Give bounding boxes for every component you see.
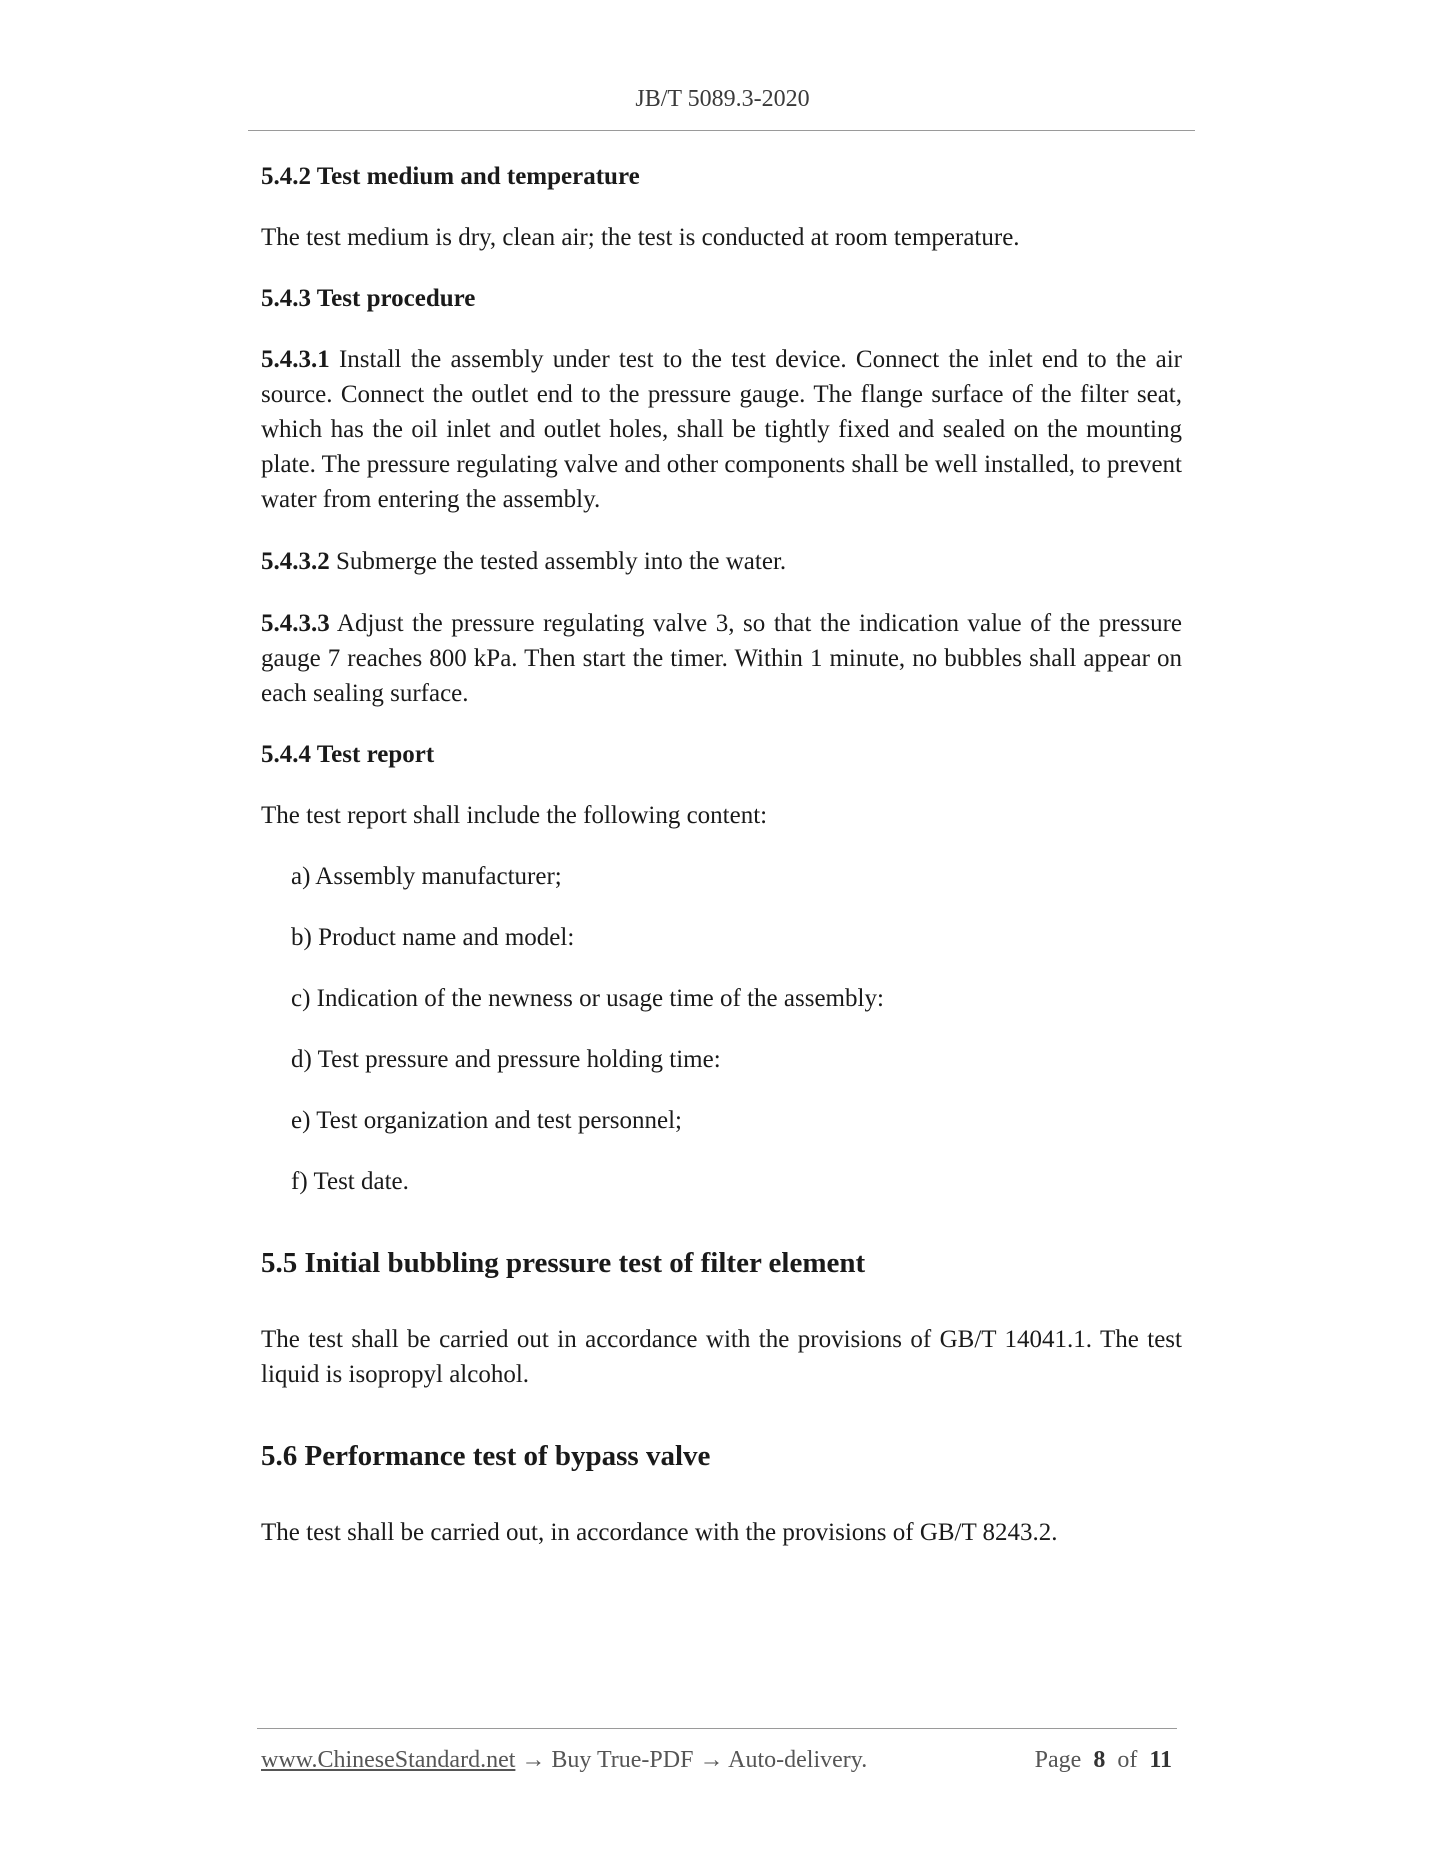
clause-text: Submerge the tested assembly into the water. bbox=[329, 548, 787, 575]
section-5-4-4-intro: The test report shall include the following content: bbox=[261, 802, 768, 829]
clause-number: 5.4.3.3 bbox=[261, 610, 330, 637]
clause-number: 5.4.3.1 bbox=[261, 346, 330, 373]
auto-delivery-text: Auto-delivery. bbox=[728, 1747, 868, 1773]
arrow-right-icon: → bbox=[699, 1747, 724, 1773]
list-item: b) Product name and model: bbox=[291, 924, 575, 951]
section-5-4-2-text: The test medium is dry, clean air; the test is conducted at room temperature. bbox=[261, 224, 1020, 251]
document-body bbox=[261, 160, 1182, 1550]
page-indicator bbox=[1035, 1747, 1172, 1774]
running-header: JB/T 5089.3-2020 bbox=[635, 86, 810, 112]
list-item: c) Indication of the newness or usage time of the assembly: bbox=[291, 985, 884, 1012]
section-5-6-text: The test shall be carried out, in accordance with the provisions of GB/T 8243.2. bbox=[261, 1519, 1058, 1546]
of-label: of bbox=[1117, 1747, 1138, 1773]
section-5-4-2-title: 5.4.2 Test medium and temperature bbox=[261, 163, 640, 190]
page-footer bbox=[261, 1747, 1177, 1774]
section-5-4-4-title: 5.4.4 Test report bbox=[261, 741, 435, 768]
footer-promo bbox=[261, 1747, 867, 1773]
section-5-5-text: The test shall be carried out in accordance with the provisions of GB/T 14041.1. The test liquid is isopropyl alcohol. bbox=[261, 1326, 1182, 1388]
section-5-6-title: 5.6 Performance test of bypass valve bbox=[261, 1440, 711, 1472]
clause-5-4-3-2 bbox=[261, 544, 1182, 579]
section-5-5-title: 5.5 Initial bubbling pressure test of filter element bbox=[261, 1247, 866, 1279]
section-5-4-3-title: 5.4.3 Test procedure bbox=[261, 285, 476, 312]
website-link[interactable]: www.ChineseStandard.net bbox=[261, 1747, 516, 1773]
page-number: 8 bbox=[1093, 1747, 1106, 1773]
clause-number: 5.4.3.2 bbox=[261, 548, 330, 575]
clause-text: Adjust the pressure regulating valve 3, so that the indication value of the pressure gauge 7 reaches 800 kPa. Then start the timer. Within 1 minute, no bubbles shall appear on each sealing surface. bbox=[261, 610, 1182, 707]
buy-true-pdf-text: Buy True-PDF bbox=[551, 1747, 694, 1773]
list-item: a) Assembly manufacturer; bbox=[291, 863, 562, 890]
page-total: 11 bbox=[1149, 1747, 1172, 1773]
report-content-list bbox=[261, 859, 1182, 1199]
footer-divider bbox=[257, 1728, 1177, 1729]
list-item: f) Test date. bbox=[291, 1168, 409, 1195]
list-item: e) Test organization and test personnel; bbox=[291, 1107, 682, 1134]
list-item: d) Test pressure and pressure holding time: bbox=[291, 1046, 721, 1073]
arrow-right-icon: → bbox=[521, 1747, 546, 1773]
clause-5-4-3-3 bbox=[261, 606, 1182, 711]
clause-5-4-3-1 bbox=[261, 342, 1182, 517]
page-label: Page bbox=[1034, 1747, 1082, 1773]
clause-text: Install the assembly under test to the test device. Connect the inlet end to the air source. Connect the outlet end to the pressure gauge. The flange surface of the filter seat, which has the oil inlet and outlet holes, shall be tightly fixed and sealed on the mounting plate. The pressure regulating valve and other components shall be well installed, to prevent water from entering the assembly. bbox=[261, 346, 1182, 513]
header-divider bbox=[248, 130, 1195, 131]
